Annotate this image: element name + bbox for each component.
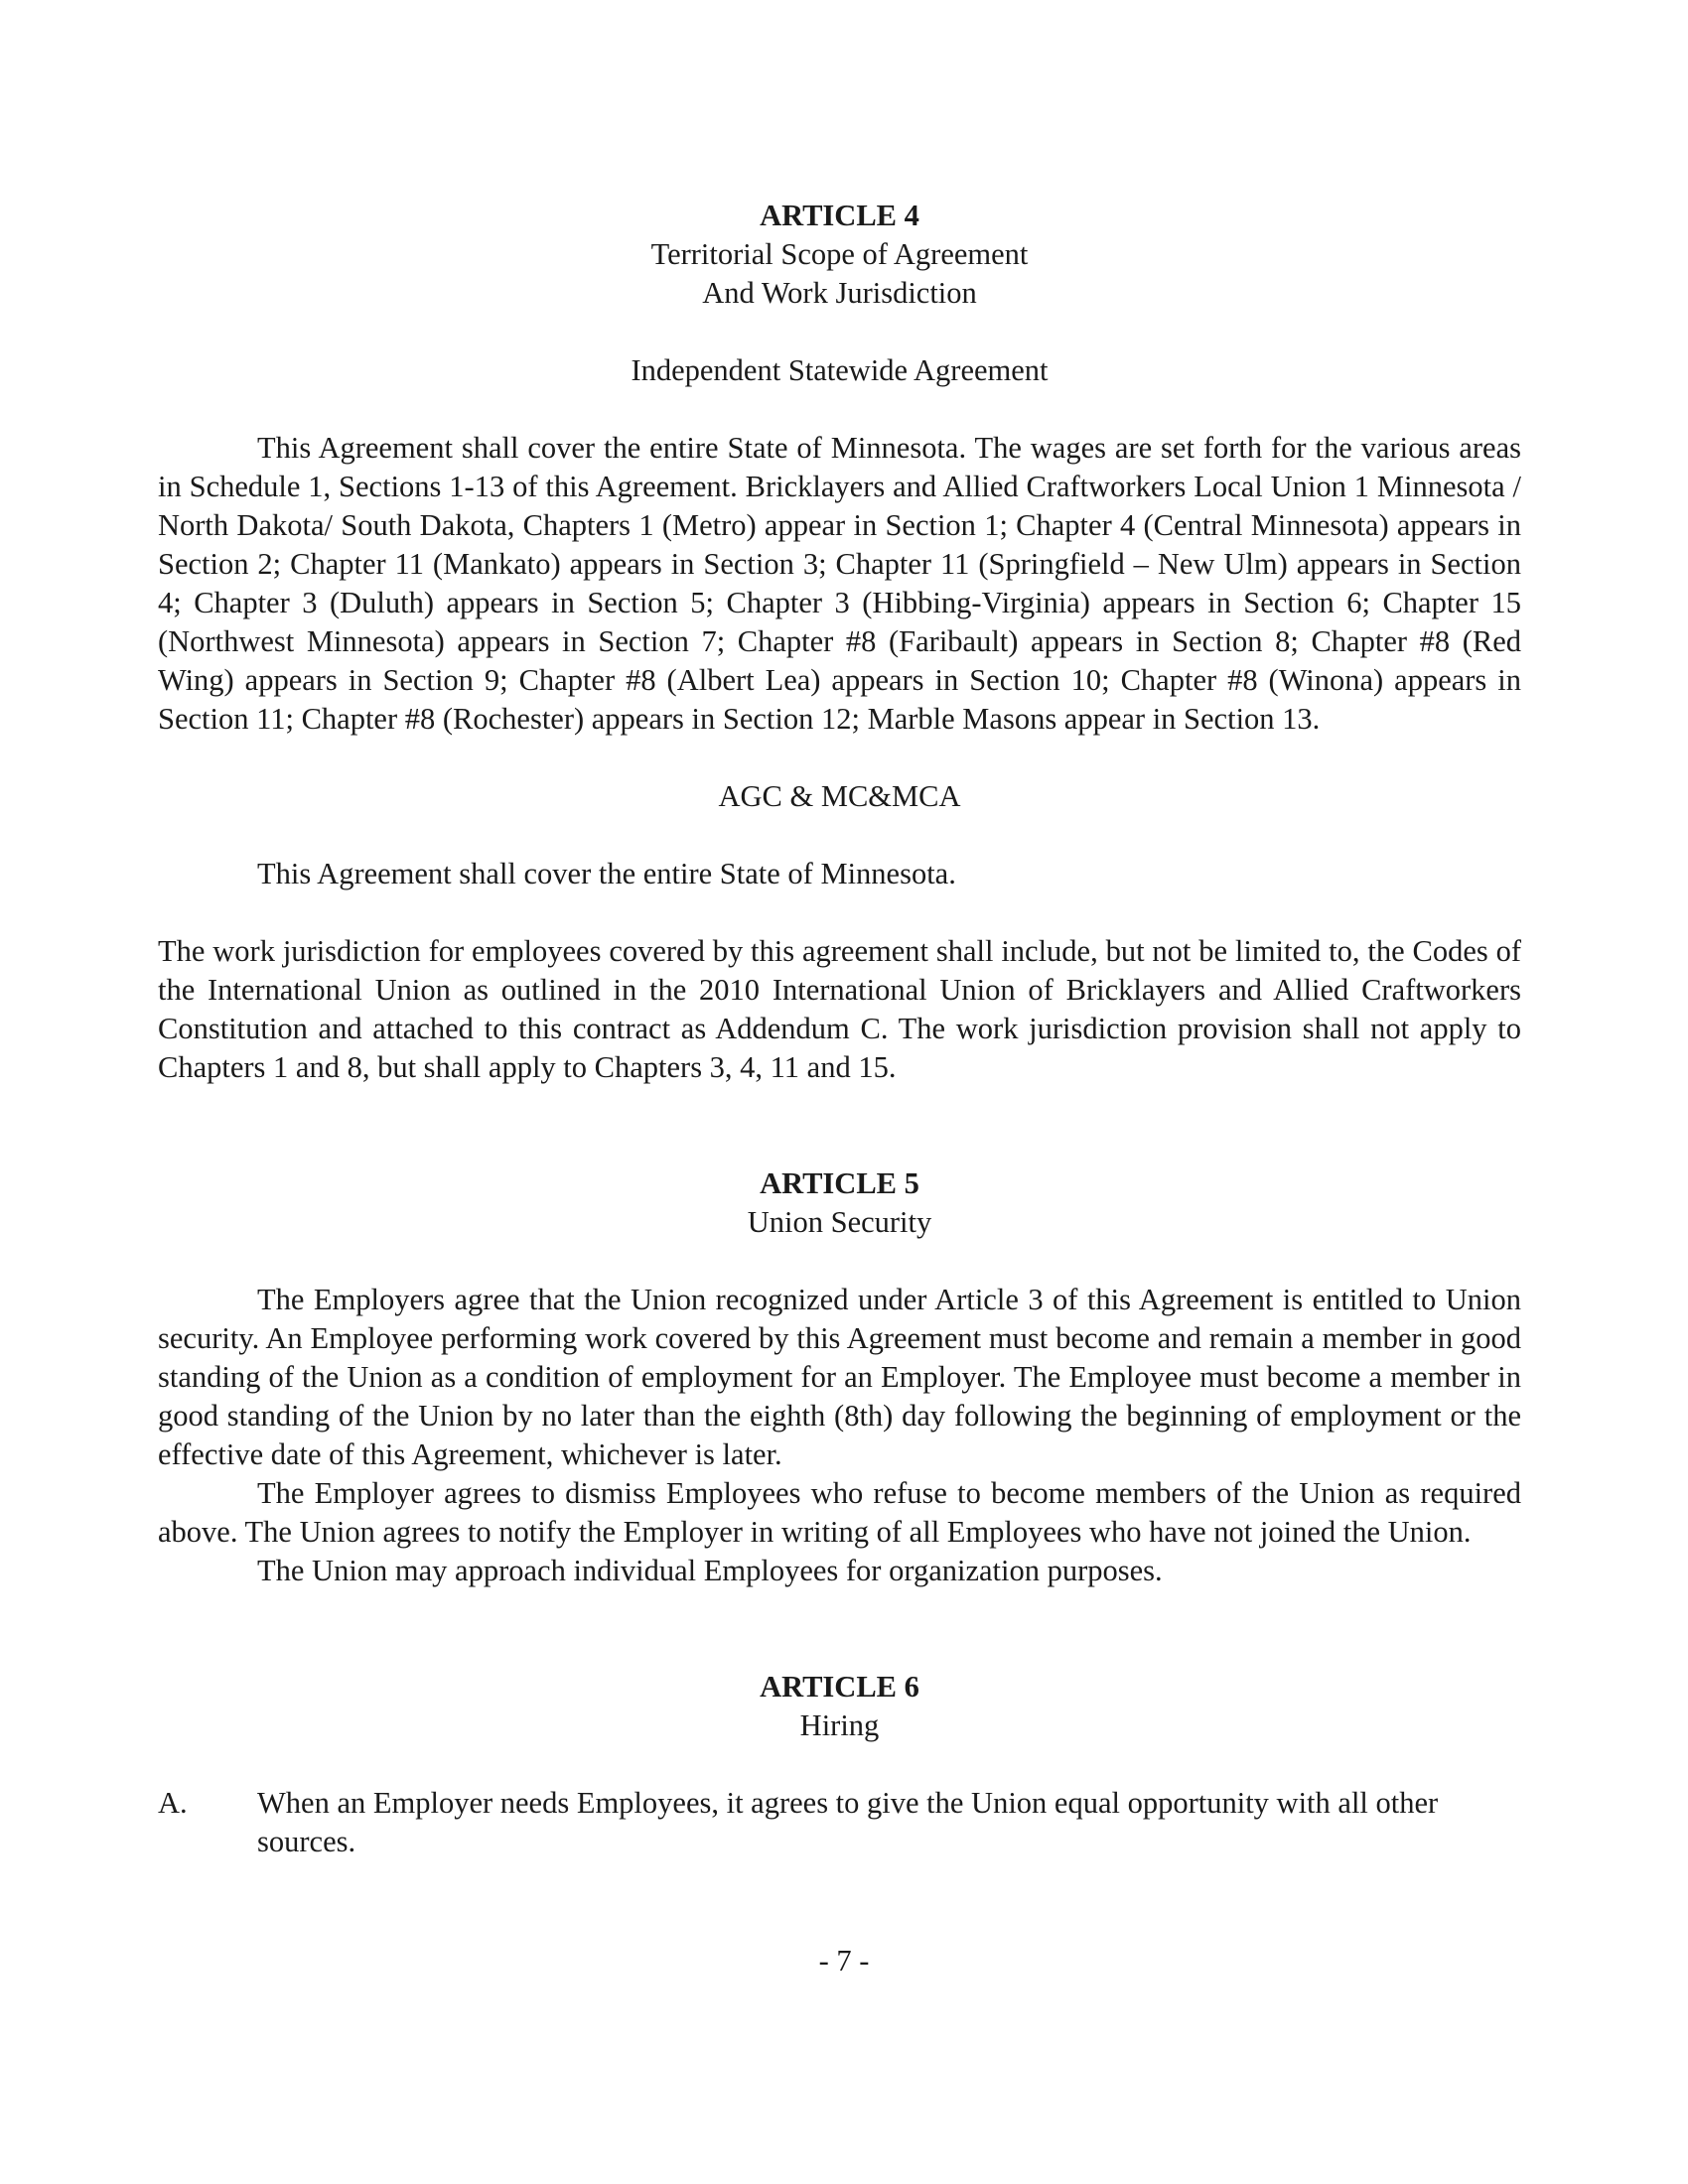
spacer [158, 390, 1521, 429]
article-6-subtitle: Hiring [799, 1708, 880, 1742]
spacer [158, 1745, 1521, 1784]
article-6-section [158, 1668, 1521, 1861]
spacer [158, 816, 1521, 855]
list-item-text: When an Employer needs Employees, it agrees to give the Union equal opportunity with all other sources. [257, 1786, 1439, 1858]
article-4-subtitle-line-2: And Work Jurisdiction [702, 276, 977, 310]
article-5-paragraph-2: The Employer agrees to dismiss Employees who refuse to become members of the Union as required above. The Union agrees to notify the Employer in writing of all Employees who have not joined the Union. [158, 1476, 1521, 1549]
work-jurisdiction-paragraph: The work jurisdiction for employees covered by this agreement shall include, but not be limited to, the Codes of the International Union as outlined in the 2010 International Union of Bricklayers and Allied Craftworkers Constitution and attached to this contract as Addendum C. The work jurisdiction provision shall not apply to Chapters 1 and 8, but shall apply to Chapters 3, 4, 11 and 15. [158, 934, 1521, 1084]
article-4-subtitle-line-1: Territorial Scope of Agreement [650, 237, 1029, 271]
list-item [158, 1784, 1521, 1861]
article-6-title: ARTICLE 6 [760, 1670, 919, 1704]
independent-agreement-paragraph: This Agreement shall cover the entire State of Minnesota. The wages are set forth for the various areas in Schedule 1, Sections 1-13 of this Agreement. Bricklayers and Allied Craftworkers Local Union 1 Minnesota / North Dakota/ South Dakota, Chapters 1 (Metro) appear in Section 1; Chapter 4 (Central Minnesota) appears in Section 2; Chapter 11 (Mankato) appears in Section 3; Chapter 11 (Springfield – New Ulm) appears in Section 4; Chapter 3 (Duluth) appears in Section 5; Chapter 3 (Hibbing-Virginia) appears in Section 6; Chapter 15 (Northwest Minnesota) appears in Section 7; Chapter #8 (Faribault) appears in Section 8; Chapter #8 (Red Wing) appears in Section 9; Chapter #8 (Albert Lea) appears in Section 10; Chapter #8 (Winona) appears in Section 11; Chapter #8 (Rochester) appears in Section 12; Marble Masons appear in Section 13. [158, 431, 1521, 736]
page-number: - 7 - [818, 1944, 870, 1978]
independent-agreement-heading: Independent Statewide Agreement [631, 353, 1049, 387]
article-5-title: ARTICLE 5 [760, 1166, 919, 1200]
spacer [158, 893, 1521, 932]
spacer [158, 739, 1521, 777]
agc-heading: AGC & MC&MCA [718, 779, 961, 813]
article-4-title: ARTICLE 4 [760, 199, 919, 232]
agc-paragraph: This Agreement shall cover the entire State of Minnesota. [257, 857, 956, 890]
article-5-paragraph-1: The Employers agree that the Union recognized under Article 3 of this Agreement is entitled to Union security. An Employee performing work covered by this Agreement must become and remain a member in good standing of the Union as a condition of employment for an Employer. The Employee must become a member in good standing of the Union by no later than the eighth (8th) day following the beginning of employment or the effective date of this Agreement, whichever is later. [158, 1283, 1521, 1471]
article-4-section [158, 197, 1521, 1087]
spacer [158, 313, 1521, 351]
article-5-subtitle: Union Security [747, 1205, 932, 1239]
article-5-paragraph-3: The Union may approach individual Employees for organization purposes. [257, 1554, 1163, 1587]
document-page [158, 197, 1521, 1861]
list-item-marker: A. [158, 1786, 188, 1820]
article-5-section [158, 1164, 1521, 1590]
spacer [158, 1087, 1521, 1164]
spacer [158, 1242, 1521, 1281]
spacer [158, 1590, 1521, 1668]
